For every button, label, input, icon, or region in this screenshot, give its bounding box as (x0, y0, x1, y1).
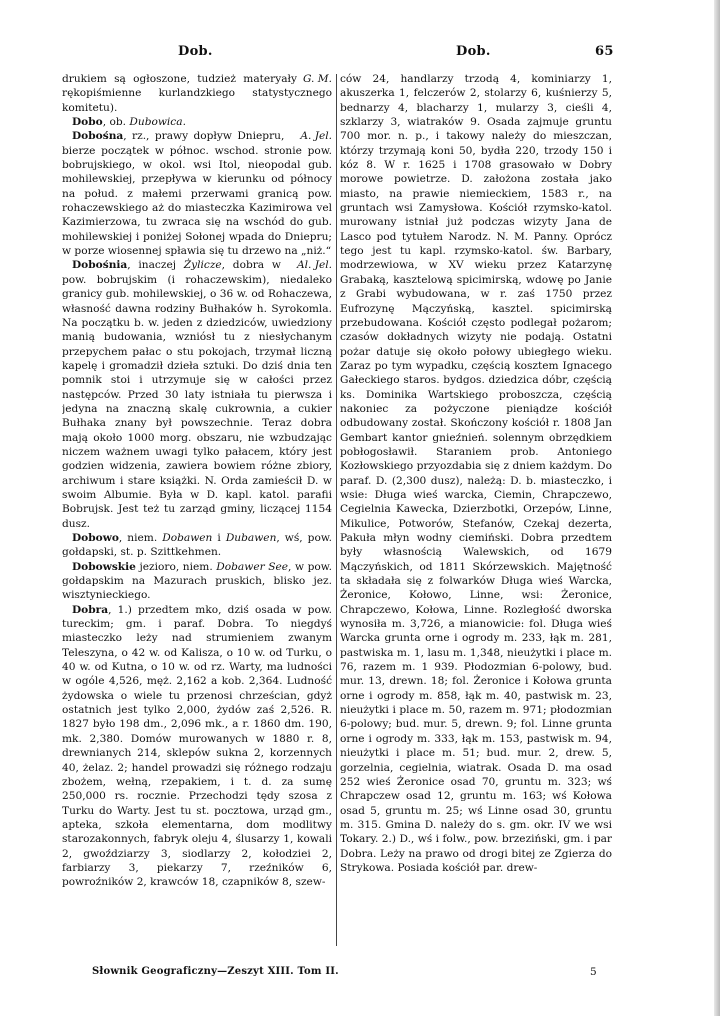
column-divider (336, 74, 337, 946)
entry-text: , niem. (118, 532, 163, 544)
running-head-left: Dob. (178, 44, 213, 59)
headword: Dobowskie (72, 560, 136, 573)
italic-name: Dobawer See (216, 560, 289, 573)
italic-name: Dubawen (225, 532, 277, 544)
running-head-center: Dob. (456, 44, 491, 59)
headword: Dobra (72, 603, 109, 616)
headword: Dobowo (72, 532, 119, 544)
entry-text: , w pow. gołdapskim na Mazurach pruskich, blisko jez. wisztynieckiego. (62, 560, 332, 602)
author-signature: A. Jel. (300, 130, 332, 143)
page-edge-shadow (714, 0, 720, 1016)
entry-paragraph (340, 72, 612, 875)
entry-text: , 1.) przedtem mko, dziś osada w pow. tureckim; gm. i paraf. Dobra. To niegdyś miasteczko leży nad strumieniem zwanym Teleszyna, o 42 w. od Kalisza, o 10 w. od Turku, o 40 w. od Kutna, o 10 w. od rz. Warty, ma ludności w ogóle 4,526, męż. 2,162 a kob. 2,364. Ludność żydowska o wiele tu przenosi chrześcian, gdyż ostatnich jest tylko 2,000, żydów zaś 2,526. R. 1827 było 198 dm., 2,096 mk., a r. 1860 dm. 190, mk. 2,380. Domów murowanych w 1880 r. 8, drewnianych 214, sklepów sukna 2, korzennych 40, żelaz. 2; handel prowadzi się różnego rodzaju zbożem, wełną, rzepakiem, i t. d. za sumę 250,000 rs. rocznie. Przechodzi tędy szosa z Turku do Warty. Jest tu st. pocztowa, urząd gm., apteka, szkoła elementarna, dom modlitwy starozakonnych, fabryk oleju 4, ślusarzy 1, kowali 2, gwoździarzy 3, siodlarzy 2, kołodziei 2, farbiarzy 3, piekarzy 7, rzeźników 6, powroźników 2, krawców 18, czapników 8, szew- (62, 603, 332, 889)
italic-name: Dubowica (129, 116, 183, 129)
entry-paragraph (62, 258, 332, 531)
footer-signature-number: 5 (590, 966, 597, 978)
left-column (62, 72, 332, 952)
entry-paragraph (62, 560, 332, 603)
entry-paragraph (62, 129, 332, 258)
author-signature: Al. Jel. (296, 259, 332, 272)
entry-text: . (182, 116, 186, 129)
footer-title: Słownik Geograficzny—Zeszyt XIII. Tom II. (92, 966, 339, 977)
entry-text: , inaczej (127, 259, 184, 272)
entry-text: i (212, 532, 226, 544)
italic-name: Żylicze (183, 259, 222, 272)
entry-text: , rz., prawy dopływ Dniepru, bierze początek w północ. wschod. stronie pow. bobrujskiego, w okol. wsi Itol, nieopodal gub. mohilewskiej, przepływa w kierunku od północy na połud. z małemi przerwami granicą pow. rohaczewskiego aż do miasteczka Kazimirowa vel Kazimierzowa, tu zwraca się na wschód do gub. mohilewskiej i poniżej Sołonej wpada do Dniepru; w porze wiosennej spławia się tu drzewo na „niż.“ (62, 130, 332, 258)
entry-text: ców 24, handlarzy trzodą 4, kominiarzy 1, akuszerka 1, felczerów 2, stolarzy 6, kuśnierzy 5, bednarzy 4, blacharzy 1, mularzy 3, cieśli 4, szklarzy 3, wiatraków 9. Osada zajmuje gruntu 700 mor. n. p., i takowy należy do mieszczan, którzy trzymają koni 50, bydła 220, trzody 150 i kóz 8. W r. 1625 i 1708 grasowało w Dobry morowe powietrze. D. założona została jako miasto, na prawie niemieckiem, 1583 r., na gruntach wsi Zamysłowa. Kościół rzymsko-katol. murowany istniał już podczas wizyty Jana de Lasco pod tytułem Narodz. N. M. Panny. Oprócz tego jest tu kapl. rzymsko-katol. św. Barbary, modrzewiowa, w XV wieku przez Katarzynę Grabaką, kasztelową spicimirską, wdowę po Janie z Grabi wybudowana, w r. zaś 1750 przez Eufrozynę Mączyńską, kasztel. spicimirską przebudowana. Kościół często podlegał pożarom; czasów dokładnych wizyty nie podają. Ostatni pożar datuje się około połowy ubiegłego wieku. Zaraz po tym wypadku, częścią kosztem Ignacego Gałeckiego staros. bydgos. dziedzica dóbr, częścią ks. Dominika Wartskiego proboszcza, częścią nakoniec za pożyczone pieniądze kościół odbudowany został. Skończony kościół r. 1808 Jan Gembart kantor gnieźnień. solennym obrzędkiem pobłogosławił. Staraniem prob. Antoniego Kozłowskiego przyozdabia się z dniem każdym. Do paraf. D. (2,300 dusz), należą: D. b. miasteczko, i wsie: Długa wieś warcka, Ciemin, Chrapczewo, Cegielnia Kawecka, Dzierzbotki, Orzepów, Linne, Mikulice, Potworów, Stefanów, Czekaj dezerta, Pakuła młyn wodny ciemiński. Dobra przedtem były własnością Walewskich, od 1679 Mączyńskich, od 1811 Skórzewskich. Majętność ta składała się z folwarków Długa wieś Warcka, Żeronice, Kołowo, Linne, wsi: Żeronice, Chrapczewo, Kołowa, Linne. Rozległość dworska wynosiła m. 3,726, a mianowicie: fol. Długa wieś Warcka grunta orne i ogrody m. 233, łąk m. 281, pastwiska m. 1, lasu m. 1,348, nieużytki i place m. 76, razem m. 1 939. Płodozmian 6-polowy, bud. mur. 13, drewn. 18; fol. Żeronice i Kołowa grunta orne i ogrody m. 858, łąk m. 40, pastwisk m. 23, nieużytki i place m. 50, razem m. 971; płodozmian 6-polowy; bud. mur. 5, drewn. 9; fol. Linne grunta orne i ogrody m. 333, łąk m. 153, pastwisk m. 94, nieużytki i place m. 51; bud. mur. 2, drew. 5, gorzelnia, cegielnia, wiatrak. Osada D. ma osad 252 wieś Żeronice osad 70, gruntu m. 323; wś Chrapczew osad 12, gruntu m. 163; wś Kołowa osad 5, gruntu m. 25; wś Linne osad 30, gruntu m. 315. Gmina D. należy do s. gm. okr. IV we wsi Tokary. 2.) D., wś i folw., pow. brzeziński, gm. i par Dobra. Leży na prawo od drogi bitej ze Zgierza do Strykowa. Posiada kościół par. drew- (340, 73, 612, 874)
entry-text: , dobra w pow. bobrujskim (i rohaczewskim), niedaleko granicy gub. mohilewskiej, o 36 w. od Rohaczewa, własność dawna rodziny Bułhaków h. Syrokomla. Na początku b. w. jeden z dziedziców, uwiedziony manią budowania, wzniósł tu z niesłychanym przepychem pałac o stu pokojach, trzymał liczną kapelę i gromadził dzieła sztuki. Do dziś dnia ten pomnik stoi i utrzymuje się w całości przez następców. Przed 30 laty istniała tu pierwsza i jedyna na znaczną skalę cukrownia, a cukier Bułhaka znany był powszechnie. Teraz dobra mają około 1000 morg. obszaru, nie wzbudzając niczem ważnem uwagi tylko pałacem, który jest godzien widzenia, zawiera bowiem różne zbiory, archiwum i stare książki. N. Orda zamieścił D. w swoim Albumie. Była w D. kapl. katol. parafii Bobrujsk. Jest też tu zarząd gminy, liczącej 1154 dusz. (62, 259, 332, 530)
headword: Dobośnia (72, 259, 128, 272)
author-signature: G. M. (302, 73, 332, 85)
headword: Dobośna (72, 130, 124, 143)
entry-text: jezioro, niem. (135, 560, 217, 573)
italic-name: Dobawen (162, 532, 213, 544)
headword: Dobo (72, 116, 103, 129)
entry-text: , ob. (102, 116, 130, 129)
right-column (340, 72, 612, 952)
entry-paragraph (62, 115, 332, 129)
entry-paragraph (62, 531, 332, 560)
entry-text: drukiem są ogłoszone, tudzież materyały rękopiśmienne kurlandzkiego statystycznego komitetu). (62, 73, 332, 114)
page-number: 65 (595, 44, 614, 59)
entry-text: , wś, pow. gołdapski, st. p. Szittkehmen. (62, 532, 332, 559)
entry-paragraph (62, 603, 332, 890)
entry-paragraph (62, 72, 332, 115)
